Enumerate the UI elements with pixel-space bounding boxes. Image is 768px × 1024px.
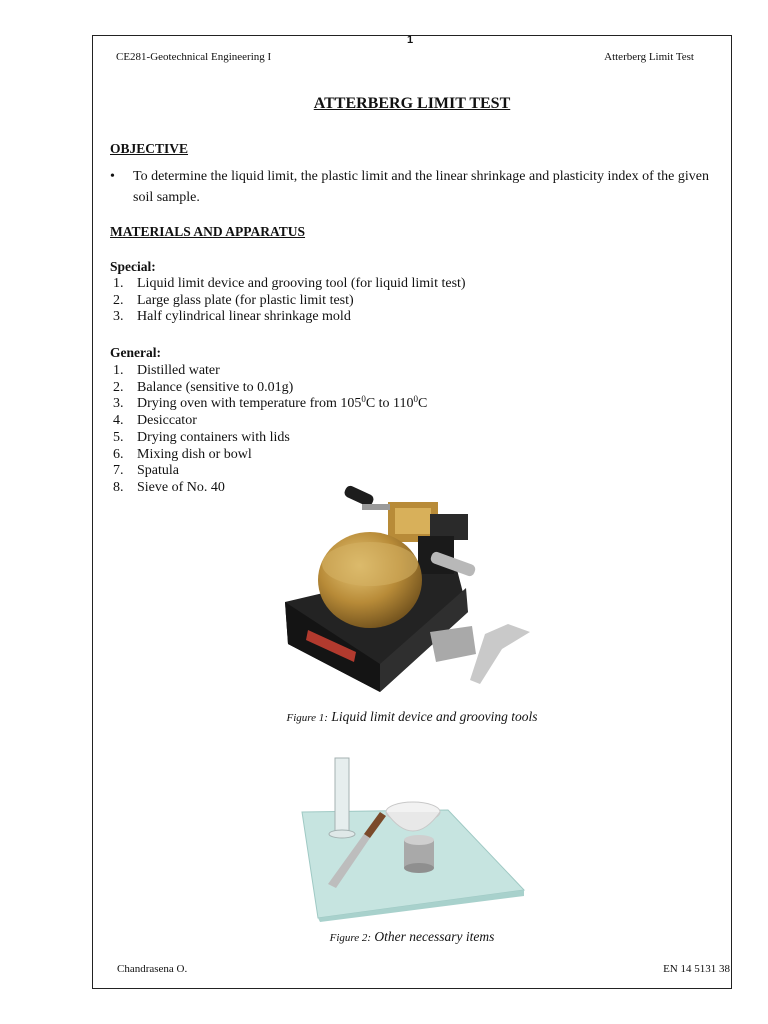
objective-text: To determine the liquid limit, the plastic limit and the linear shrinkage and plasticity index of the given soil sample. [133, 169, 709, 205]
list-item: 2. Balance (sensitive to 0.01g) [113, 379, 294, 395]
footer-author: Chandrasena O. [117, 963, 188, 975]
list-item: 1. Distilled water [113, 363, 220, 378]
footer-id: EN 14 5131 38 [663, 963, 730, 975]
list-item: 3. Half cylindrical linear shrinkage mold [113, 309, 351, 325]
list-item: 7. Spatula [113, 463, 179, 479]
header-course: CE281-Geotechnical Engineering I [116, 51, 272, 63]
document-title: ATTERBERG LIMIT TEST [313, 95, 511, 112]
list-item: 3. Drying oven with temperature from $105^0C$ to $110^0C$ [113, 394, 428, 412]
figure2-label: Figure 2: [329, 932, 372, 944]
figure1-label: Figure 1: [286, 712, 328, 724]
figure2-text: Other necessary items [374, 929, 495, 944]
list-item: 1. Liquid limit device and grooving tool (for liquid limit test) [113, 276, 466, 291]
objective-heading: OBJECTIVE [110, 141, 189, 156]
objective-bullet [110, 166, 720, 208]
special-heading: Special: [110, 259, 156, 274]
list-item: 6. Mixing dish or bowl [113, 446, 252, 462]
page-number: 1 [406, 34, 414, 46]
materials-heading: MATERIALS AND APPARATUS [110, 224, 306, 239]
list-item: 8. Sieve of No. 40 [113, 479, 225, 495]
list-item: 5. Drying containers with lids [113, 429, 290, 445]
figure1-text: Liquid limit device and grooving tools [331, 709, 538, 724]
other-items-photo [298, 754, 528, 922]
figure2-caption [92, 929, 732, 945]
general-heading: General: [110, 345, 161, 360]
figure1-caption [92, 709, 732, 725]
special-list [113, 276, 466, 326]
list-item: 4. Desiccator [113, 413, 197, 429]
header-topic: Atterberg Limit Test [604, 51, 694, 63]
liquid-limit-device-photo [280, 484, 540, 694]
general-list [113, 363, 427, 497]
bullet-icon: • [110, 169, 115, 184]
list-item: 2. Large glass plate (for plastic limit test) [113, 292, 354, 308]
